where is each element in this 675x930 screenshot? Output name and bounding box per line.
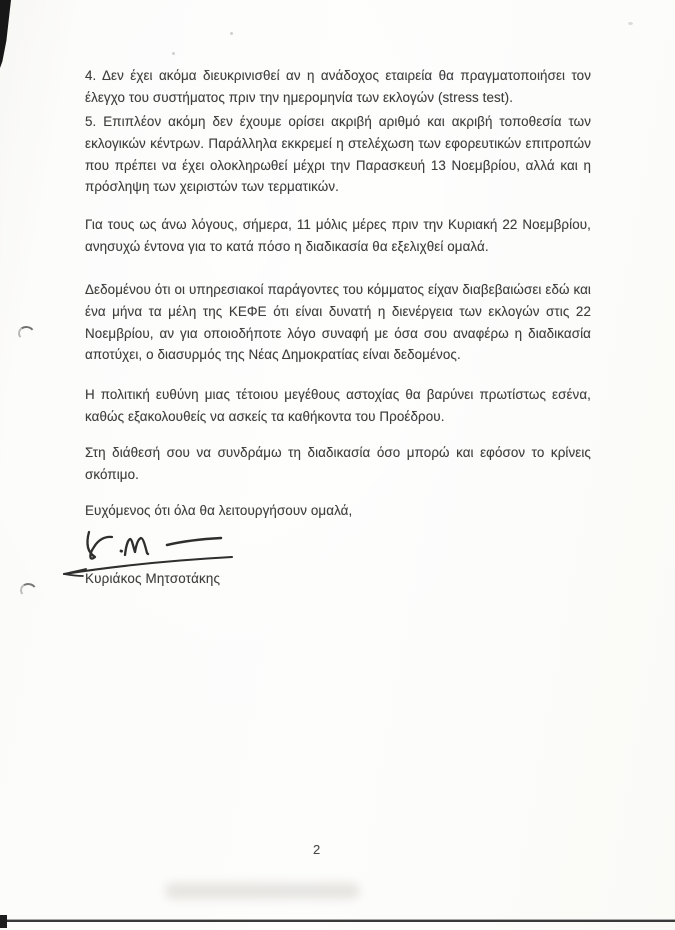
scan-artifact-top-left [0, 0, 11, 68]
paragraph-offer: Στη διάθεσή σου να συνδράμω τη διαδικασία όσο μπορώ και εφόσον το κρίνεις σκόπιμο. [85, 445, 591, 482]
paragraph-item-5: 5. Επιπλέον ακόμη δεν έχουμε ορίσει ακριβή αριθμό και ακριβή τοποθεσία των εκλογικών κέντρων. Παράλληλα εκκρεμεί η στελέχωση των εφορευτικών επιτροπών που πρέπει να έχει ολοκληρωθεί μέχρι την Παρασκευή 13 Νοεμβρίου, αλλά και η πρόσληψη των χειριστών των τερματικών. [85, 114, 591, 195]
scan-artifact-bottom-edge [0, 919, 675, 922]
signer-name: Κυριάκος Μητσοτάκης [85, 571, 221, 586]
scan-speck [628, 22, 633, 25]
paragraph-concern: Για τους ως άνω λόγους, σήμερα, 11 μόλις μέρες πριν την Κυριακή 22 Νοεμβρίου, ανησυχώ έντονα για το κατά πόσο η διαδικασία θα εξελιχθεί ομαλά. [85, 217, 591, 254]
scan-artifact-bottom-left [0, 915, 7, 928]
page-number: 2 [313, 842, 321, 857]
paragraph-closing: Ευχόμενος ότι όλα θα λειτουργήσουν ομαλά, [85, 503, 353, 518]
paragraph-given: Δεδομένου ότι οι υπηρεσιακοί παράγοντες του κόμματος είχαν διαβεβαιώσει εδώ και ένα μήνα τα μέλη της ΚΕΦΕ ότι είναι δυνατή η διενέργεια των εκλογών στις 22 Νοεμβρίου, αν για οποιοδήποτε λόγο συναφή με όσα σου αναφέρω η διαδικασία αποτύχει, ο διασυρμός της Νέας Δημοκρατίας είναι δεδομένος. [85, 282, 591, 363]
scan-speck [230, 32, 233, 35]
punch-hole-bottom [19, 582, 38, 600]
paragraph-blame: Η πολιτική ευθύνη μιας τέτοιου μεγέθους αστοχίας θα βαρύνει πρωτίστως εσένα, καθώς εξακολουθείς να ασκείς τα καθήκοντα του Προέδρου. [85, 387, 591, 424]
punch-hole-top [17, 325, 36, 342]
scan-speck [172, 52, 175, 55]
paragraph-item-4: 4. Δεν έχει ακόμα διευκρινισθεί αν η ανάδοχος εταιρεία θα πραγματοποιήσει τον έλεγχο του συστήματος πριν την ημερομηνία των εκλογών (stress test). [85, 68, 591, 105]
scan-smudge [165, 883, 360, 899]
